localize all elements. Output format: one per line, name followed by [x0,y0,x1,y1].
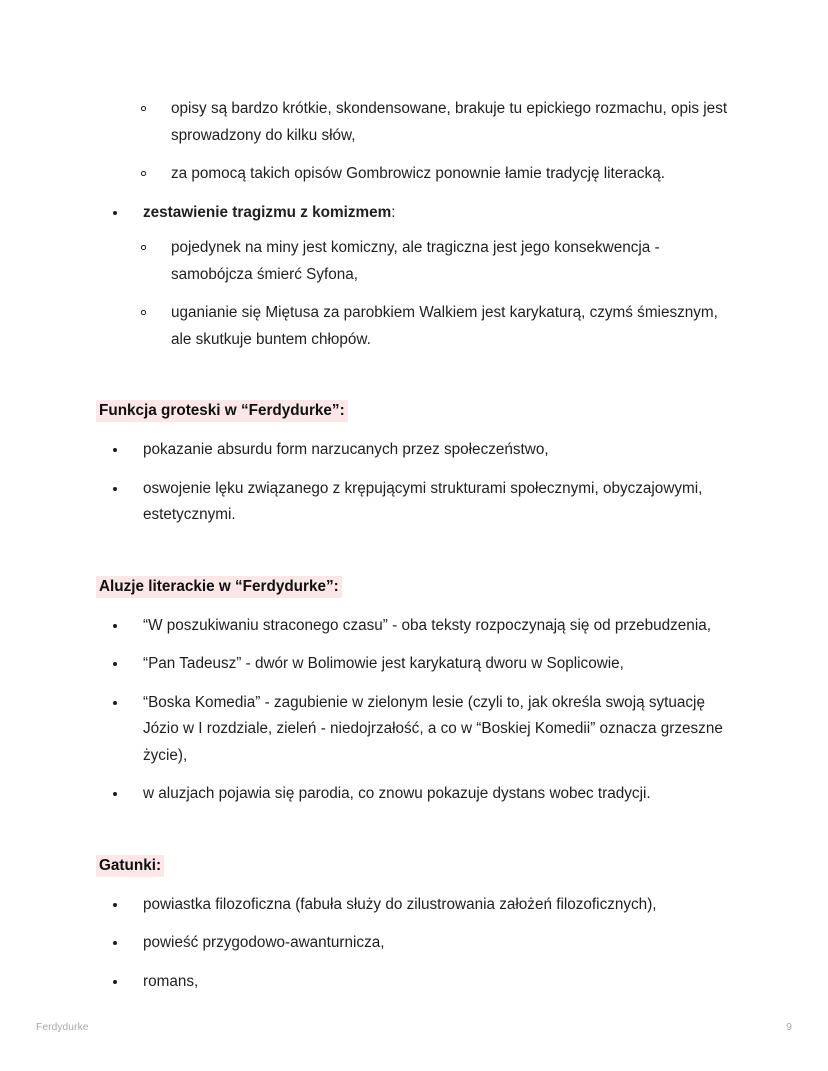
list-item: romans, [113,969,732,996]
list-item: opisy są bardzo krótkie, skondensowane, brakuje tu epickiego rozmachu, opis jest sprowadzony do kilku słów, [141,96,732,149]
aluzje-literackie-list [96,613,732,808]
section-spacer [96,541,732,575]
gatunki-list [96,892,732,996]
section-heading-text: Aluzje literackie w “Ferdydurke”: [96,576,342,598]
list-item: powieść przygodowo-awanturnicza, [113,930,732,957]
bold-lead-text: zestawienie tragizmu z komizmem [143,203,392,221]
list-item: powiastka filozoficzna (fabuła służy do zilustrowania założeń filozoficznych), [113,892,732,919]
continued-nested-list [96,96,732,188]
section-heading-funkcja-groteski [96,399,732,423]
page-footer [36,1018,792,1036]
section-heading-gatunki [96,854,732,878]
bold-lead-suffix: : [391,203,396,221]
footer-document-title: Ferdydurke [36,1021,89,1033]
list-item: “Pan Tadeusz” - dwór w Bolimowie jest karykaturą dworu w Soplicowie, [113,651,732,678]
list-item: za pomocą takich opisów Gombrowicz ponownie łamie tradycję literacką. [141,161,732,188]
section-heading-text: Funkcja groteski w “Ferdydurke”: [96,400,348,422]
list-item: pokazanie absurdu form narzucanych przez społeczeństwo, [113,437,732,464]
list-item: pojedynek na miny jest komiczny, ale tragiczna jest jego konsekwencja - samobójcza śmierć Syfona, [141,235,732,288]
list-item: w aluzjach pojawia się parodia, co znowu pokazuje dystans wobec tradycji. [113,781,732,808]
funkcja-groteski-list [96,437,732,529]
list-item: uganianie się Miętusa za parobkiem Walkiem jest karykaturą, czymś śmiesznym, ale skutkuje buntem chłopów. [141,300,732,353]
section-heading-text: Gatunki: [96,855,164,877]
section-heading-aluzje-literackie [96,575,732,599]
tragizm-komizm-list [96,200,732,227]
footer-page-number: 9 [786,1021,792,1033]
section-spacer [96,820,732,854]
tragizm-komizm-sublist [96,235,732,353]
list-item: “Boska Komedia” - zagubienie w zielonym lesie (czyli to, jak określa swoją sytuację Józio w I rozdziale, zieleń - niedojrzałość, a co w “Boskiej Komedii” oznacza grzeszne życie), [113,690,732,770]
section-spacer [96,365,732,399]
list-item: “W poszukiwaniu straconego czasu” - oba teksty rozpoczynają się od przebudzenia, [113,613,732,640]
list-item-bold-lead [113,200,732,227]
list-item: oswojenie lęku związanego z krępującymi strukturami społecznymi, obyczajowymi, estetycznymi. [113,476,732,529]
